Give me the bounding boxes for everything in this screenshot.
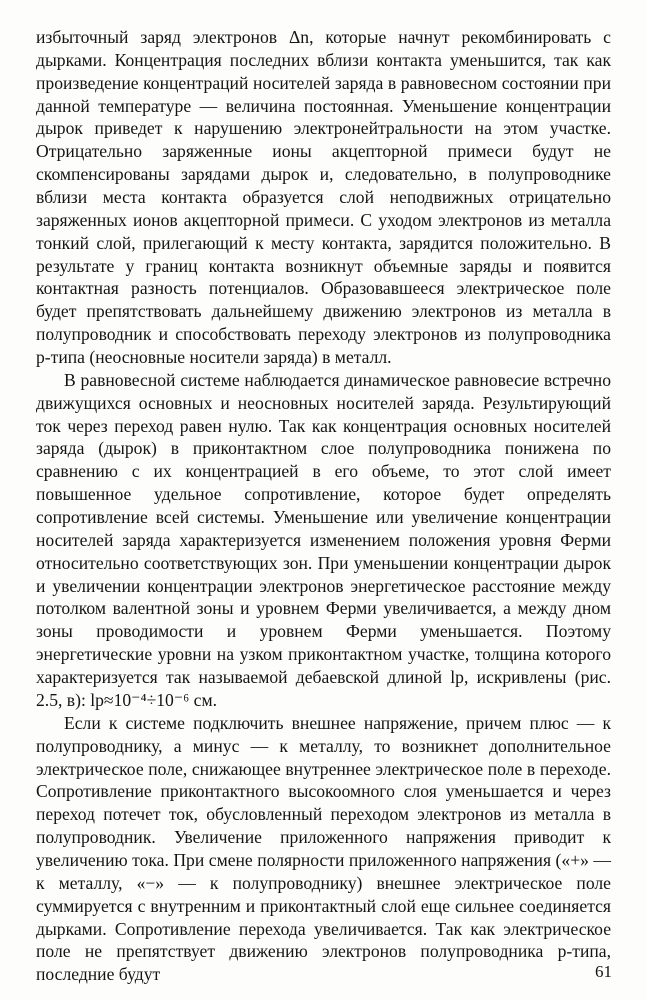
page-number: 61 <box>595 962 612 981</box>
paragraph-2: В равновесной системе наблюдается динамическое равновесие встречно движущихся основных и неосновных носителей заряда. Результирующий ток через переход равен нулю. Так как концентрация основных носителей заряда (дырок) в приконтактном слое полупроводника понижена по сравнению с их концентрацией в его объеме, то этот слой имеет повышенное удельное сопротивление, которое будет определять сопротивление всей системы. Уменьшение или увеличение концентрации носителей заряда характеризуется изменением положения уровня Ферми относительно соответствующих зон. При уменьшении концентрации дырок и увеличении концентрации электронов энергетическое расстояние между потолком валентной зоны и уровнем Ферми увеличивается, а между дном зоны проводимости и уровнем Ферми уменьшается. Поэтому энергетические уровни на узком приконтактном участке, толщина которого характеризуется так называемой дебаевской длиной lp, искривлены (рис. 2.5, в): lp≈10⁻⁴÷10⁻⁶ см. <box>36 369 611 710</box>
paragraph-1: избыточный заряд электронов Δn, которые начнут рекомбинировать с дырками. Концентрация последних вблизи контакта уменьшится, так как произведение концентраций носителей заряда в равновесном состоянии при данной температуре — величина постоянная. Уменьшение концентрации дырок приведет к нарушению электронейтральности на этом участке. Отрицательно заряженные ионы акцепторной примеси будут не скомпенсированы зарядами дырок и, следовательно, в полупроводнике вблизи места контакта образуется слой неподвижных отрицательно заряженных ионов акцепторной примеси. С уходом электронов из металла тонкий слой, прилегающий к месту контакта, зарядится положительно. В результате у границ контакта возникнут объемные заряды и появится контактная разность потенциалов. Образовавшееся электрическое поле будет препятствовать дальнейшему движению электронов из металла в полупроводник и способствовать переходу электронов из полупроводника p-типа (неосновные носители заряда) в металл. <box>36 27 611 368</box>
body-text <box>36 26 611 986</box>
paragraph-3: Если к системе подключить внешнее напряжение, причем плюс — к полупроводнику, а минус — к металлу, то возникнет дополнительное электрическое поле, снижающее внутреннее электрическое поле в переходе. Сопротивление приконтактного высокоомного слоя уменьшается и через переход потечет ток, обусловленный переходом электронов из металла в полупроводник. Увеличение приложенного напряжения приводит к увеличению тока. При смене полярности приложенного напряжения («+» — к металлу, «−» — к полупроводнику) внешнее электрическое поле суммируется с внутренним и приконтактный слой еще сильнее соединяется дырками. Сопротивление перехода увеличивается. Так как электрическое поле не препятствует движению электронов полупроводника p-типа, последние будут <box>36 712 611 985</box>
